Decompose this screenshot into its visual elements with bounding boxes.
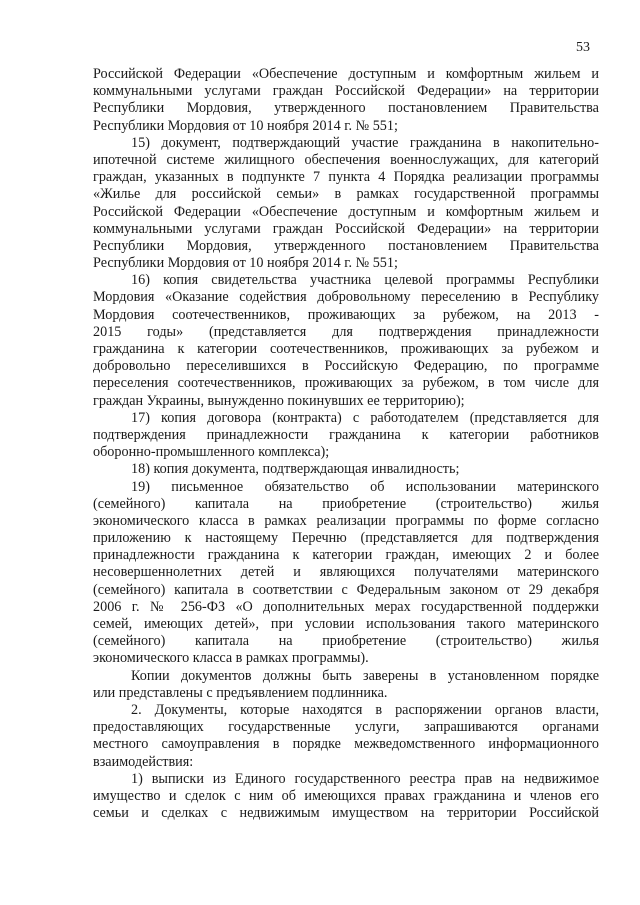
text-line: переселения соотечественников, проживающих за рубежом, в том числе для xyxy=(93,375,599,392)
text-line: (семейного) капитала на приобретение (строительство) жилья xyxy=(93,495,599,512)
text-line: 1) выписки из Единого государственного реестра прав на недвижимое xyxy=(131,770,599,787)
document-body xyxy=(93,66,599,822)
text-line: подтверждения принадлежности гражданина к категории работников xyxy=(93,426,599,443)
text-line: Республики Мордовия от 10 ноября 2014 г. № 551; xyxy=(93,117,398,134)
paragraph xyxy=(93,461,599,478)
text-line: экономического класса в рамках реализации программы по форме согласно xyxy=(93,512,599,529)
text-line: 16) копия свидетельства участника целевой программы Республики xyxy=(131,272,599,289)
text-line: приложению к настоящему Перечню (представляется для подтверждения xyxy=(93,530,599,547)
text-line: добровольно переселившихся в Российскую Федерацию, по программе xyxy=(93,358,599,375)
text-line: коммунальными услугами граждан Российской Федерации» на территории xyxy=(93,220,599,237)
text-line: (семейного) капитала в соответствии с Федеральным законом от 29 декабря xyxy=(93,581,599,598)
paragraph xyxy=(93,479,599,668)
text-line: взаимодействия: xyxy=(93,753,194,770)
text-line: 2. Документы, которые находятся в распоряжении органов власти, xyxy=(131,701,599,718)
text-line: «Жилье для российской семьи» в рамках государственной программы xyxy=(93,186,599,203)
text-line: коммунальными услугами граждан Российской Федерации» на территории xyxy=(93,83,599,100)
paragraph xyxy=(93,668,599,702)
text-line: гражданина к категории соотечественников, проживающих за рубежом и xyxy=(93,341,599,357)
text-line: семьи и сделках с недвижимым имуществом на территории Российской xyxy=(93,805,599,822)
text-line: 17) копия договора (контракта) с работодателем (представляется для xyxy=(131,409,599,426)
text-line: Копии документов должны быть заверены в установленном порядке xyxy=(131,667,599,684)
text-line: несовершеннолетних детей и являющихся получателями материнского xyxy=(93,564,599,581)
text-line: экономического класса в рамках программы). xyxy=(93,650,369,667)
text-line: Республики Мордовия, утвержденного постановлением Правительства xyxy=(93,237,599,254)
text-line: (семейного) капитала на приобретение (строительство) жилья xyxy=(93,633,599,650)
paragraph xyxy=(93,272,599,410)
page-number: 53 xyxy=(576,40,590,55)
text-line: местного самоуправления в порядке межведомственного информационного xyxy=(93,736,599,753)
text-line: 19) письменное обязательство об использовании материнского xyxy=(131,478,599,495)
text-line: ипотечной системе жилищного обеспечения военнослужащих, для категорий xyxy=(93,151,599,168)
text-line: оборонно-промышленного комплекса); xyxy=(93,444,330,461)
text-line: предоставляющих государственные услуги, запрашиваются органами xyxy=(93,719,599,736)
text-line: Российской Федерации «Обеспечение доступным и комфортным жильем и xyxy=(93,66,599,82)
text-line: имущество и сделок с ним об имеющихся правах гражданина и членов его xyxy=(93,787,599,804)
text-line: принадлежности гражданина к категории граждан, имеющих 2 и более xyxy=(93,547,599,564)
text-line: Республики Мордовия от 10 ноября 2014 г. № 551; xyxy=(93,255,398,272)
text-line: 2006 г. № 256-ФЗ «О дополнительных мерах государственной поддержки xyxy=(93,598,599,615)
text-line: 15) документ, подтверждающий участие гражданина в накопительно- xyxy=(131,134,599,151)
text-line: Республики Мордовия, утвержденного постановлением Правительства xyxy=(93,100,599,117)
text-line: Российской Федерации «Обеспечение доступным и комфортным жильем и xyxy=(93,203,599,220)
text-line: Мордовия «Оказание содействия добровольному переселению в Республику xyxy=(93,289,599,306)
text-line: граждан, указанных в подпункте 7 пункта 4 Порядка реализации программы xyxy=(93,169,599,186)
text-line: семей, имеющих детей», при условии использования такого материнского xyxy=(93,616,599,632)
text-line: 2015 годы» (представляется для подтверждения принадлежности xyxy=(93,323,599,340)
text-line: Мордовия соотечественников, проживающих за рубежом, на 2013 - xyxy=(93,306,599,323)
paragraph xyxy=(93,135,599,273)
text-line: или представлены с предъявлением подлинника. xyxy=(93,684,388,701)
text-line: граждан Украины, вынужденно покинувших ее территорию); xyxy=(93,392,465,409)
paragraph xyxy=(93,66,599,135)
paragraph xyxy=(93,410,599,462)
paragraph xyxy=(93,702,599,771)
text-line: 18) копия документа, подтверждающая инвалидность; xyxy=(131,461,460,478)
paragraph xyxy=(93,771,599,823)
